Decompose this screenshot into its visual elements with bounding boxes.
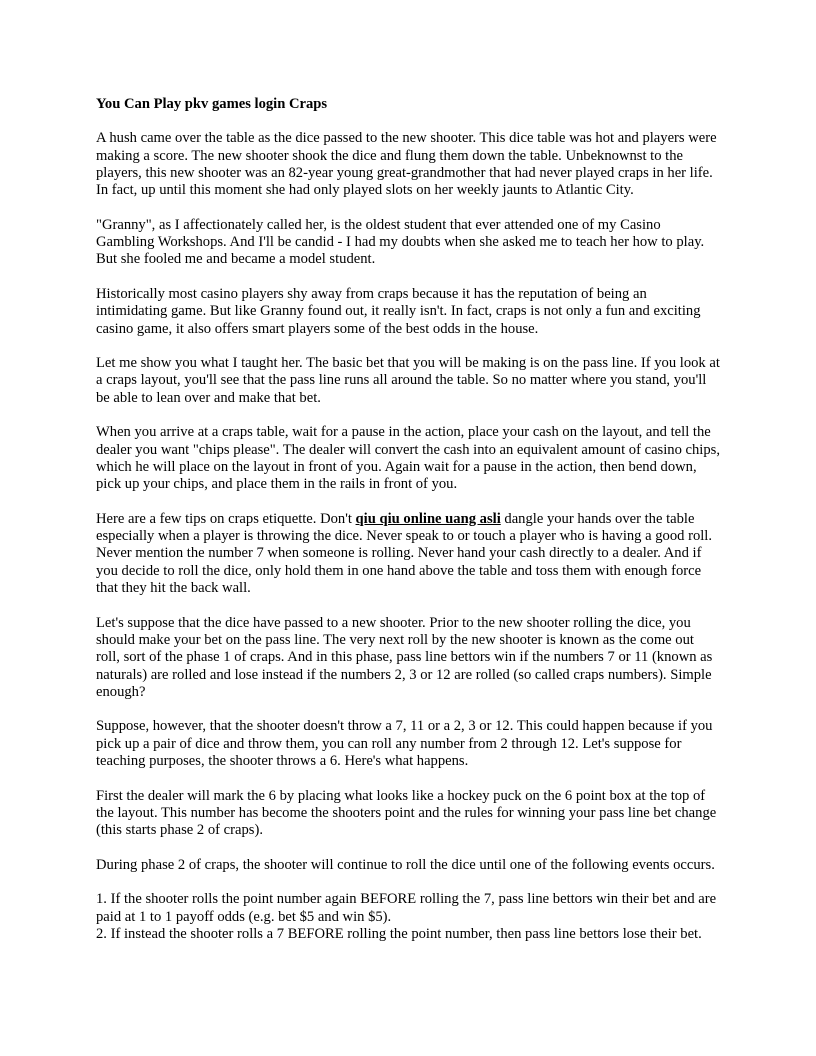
paragraph-phase-2: During phase 2 of craps, the shooter will continue to roll the dice until one of the following events occurs. [96, 856, 715, 873]
paragraph-chips: When you arrive at a craps table, wait for a pause in the action, place your cash on the layout, and tell the dealer you want "chips please". The dealer will convert the cash into an equivalent amount of casino chips, which he will place on the layout in front of you. Again wait for a pause in the action, then bend down, pick up your chips, and place them in the rails in front of you. [96, 424, 720, 493]
list-item-1: 1. If the shooter rolls the point number again BEFORE rolling the 7, pass line bettors win their bet and are paid at 1 to 1 payoff odds (e.g. bet $5 and win $5). [96, 891, 717, 925]
etiquette-text-before: Here are a few tips on craps etiquette. Don't [96, 510, 356, 527]
paragraph-granny: "Granny", as I affectionately called her, is the oldest student that ever attended one of my Casino Gambling Workshops. And I'll be candid - I had my doubts when she asked me to teach her how to play. But she fooled me and became a model student. [96, 216, 705, 268]
paragraph-historically: Historically most casino players shy away from craps because it has the reputation of being an intimidating game. But like Granny found out, it really isn't. In fact, craps is not only a fun and exciting casino game, it also offers smart players some of the best odds in the house. [96, 285, 701, 337]
paragraph-hush: A hush came over the table as the dice passed to the new shooter. This dice table was hot and players were making a score. The new shooter shook the dice and flung them down the table. Unbeknownst to the players, this new shooter was an 82-year young great-grandmother that had never played craps in her life. In fact, up until this moment she had only played slots on her weekly jaunts to Atlantic City. [96, 130, 717, 199]
paragraph-point-box: First the dealer will mark the 6 by placing what looks like a hockey puck on the 6 point box at the top of the layout. This number has become the shooters point and the rules for winning your pass line bet change (this starts phase 2 of craps). [96, 787, 717, 839]
etiquette-text-after: dangle your hands over the table especially when a player is throwing the dice. Never speak to or touch a player who is having a good roll. Never mention the number 7 when someone is rolling. Never hand your cash directly to a dealer. And if you decide to roll the dice, only hold them in one hand above the table and toss them with enough force that they hit the back wall. [96, 510, 712, 597]
document-page [96, 96, 720, 943]
paragraph-suppose: Suppose, however, that the shooter doesn't throw a 7, 11 or a 2, 3 or 12. This could happen because if you pick up a pair of dice and throw them, you can roll any number from 2 through 12. Let's suppose for teaching purposes, the shooter throws a 6. Here's what happens. [96, 718, 713, 769]
list-item-2: 2. If instead the shooter rolls a 7 BEFORE rolling the point number, then pass line bettors lose their bet. [96, 925, 702, 942]
paragraph-pass-line: Let me show you what I taught her. The basic bet that you will be making is on the pass line. If you look at a craps layout, you'll see that the pass line runs all around the table. So no matter where you stand, you'll be able to lean over and make that bet. [96, 355, 720, 406]
qiu-qiu-link[interactable]: qiu qiu online uang asli [355, 510, 501, 527]
paragraph-etiquette [96, 511, 720, 597]
paragraph-come-out-roll: Let's suppose that the dice have passed to a new shooter. Prior to the new shooter rolling the dice, you should make your bet on the pass line. The very next roll by the new shooter is known as the come out roll, sort of the phase 1 of craps. And in this phase, pass line bettors win if the numbers 7 or 11 (known as naturals) are rolled and lose instead if the numbers 2, 3 or 12 are rolled (so called craps numbers). Simple enough? [96, 614, 713, 700]
document-title: You Can Play pkv games login Craps [96, 96, 328, 112]
